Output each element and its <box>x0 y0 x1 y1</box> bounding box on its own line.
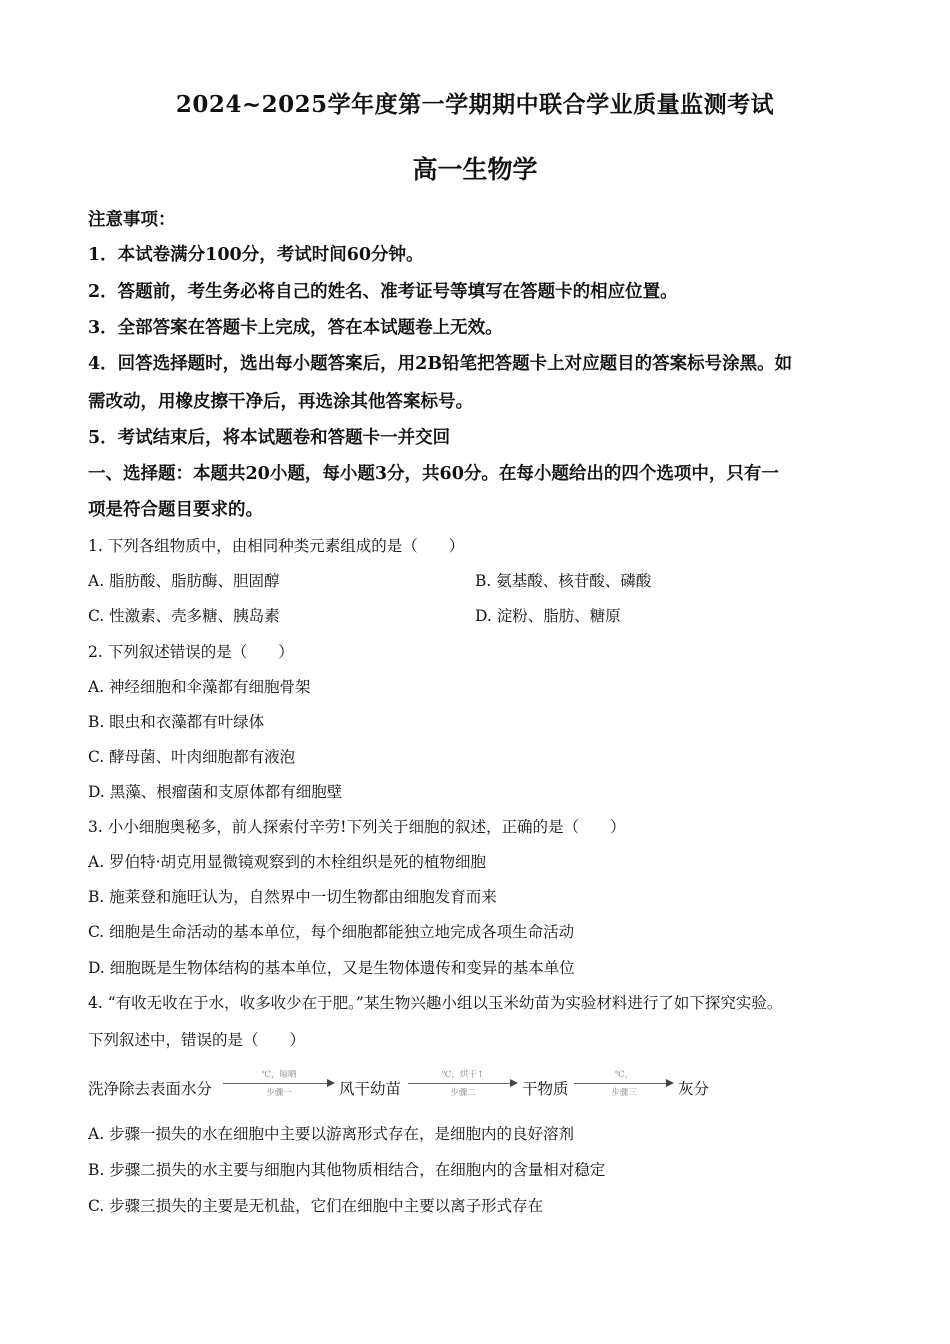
question-3-option-d: D. 细胞既是生物体结构的基本单位，又是生物体遗传和变异的基本单位 <box>88 959 575 977</box>
flow-arrow-2 <box>408 1070 518 1100</box>
notice-item: 4．回答选择题时，选出每小题答案后，用2B铅笔把答题卡上对应题目的答案标号涂黑。如 <box>88 354 793 374</box>
flow-arrow-3 <box>574 1070 674 1100</box>
question-1-option-d: D. 淀粉、脂肪、糖原 <box>475 607 621 625</box>
flow-step-washed: 洗净除去表面水分 <box>88 1080 213 1098</box>
notice-heading: 注意事项： <box>88 210 176 230</box>
flow-arrow-1 <box>223 1070 335 1100</box>
flow-step-dry-matter: 干物质 <box>522 1080 569 1098</box>
question-3-option-c: C. 细胞是生命活动的基本单位，每个细胞都能独立地完成各项生命活动 <box>88 923 575 941</box>
question-4-stem-cont: 下列叙述中，错误的是（ ） <box>88 1031 306 1049</box>
question-2-stem: 2. 下列叙述错误的是（ ） <box>88 643 294 661</box>
question-2-option-d: D. 黑藻、根瘤菌和支原体都有细胞壁 <box>88 783 343 801</box>
question-4-option-b: B. 步骤二损失的水主要与细胞内其他物质相结合，在细胞内的含量相对稳定 <box>88 1161 606 1179</box>
question-1-stem: 1. 下列各组物质中，由相同种类元素组成的是（ ） <box>88 537 465 555</box>
question-4-option-a: A. 步骤一损失的水在细胞中主要以游离形式存在，是细胞内的良好溶剂 <box>88 1125 575 1143</box>
arrow-2-condition: ℃，烘干↑ <box>441 1070 485 1080</box>
flow-step-air-dried: 风干幼苗 <box>339 1080 402 1098</box>
arrow-3-condition: ℃， <box>614 1070 633 1080</box>
flow-step-ash: 灰分 <box>678 1080 710 1098</box>
arrow-2-label: 步骤二 <box>450 1088 476 1098</box>
arrow-1-condition: ℃，晾晒 <box>261 1070 297 1080</box>
notice-item: 2．答题前，考生务必将自己的姓名、准考证号等填写在答题卡的相应位置。 <box>88 282 678 302</box>
question-2-option-c: C. 酵母菌、叶肉细胞都有液泡 <box>88 748 296 766</box>
arrow-1-label: 步骤一 <box>266 1088 292 1098</box>
notice-item: 3．全部答案在答题卡上完成，答在本试题卷上无效。 <box>88 318 503 338</box>
question-3-option-b: B. 施莱登和施旺认为，自然界中一切生物都由细胞发育而来 <box>88 888 497 906</box>
notice-item: 5．考试结束后，将本试题卷和答题卡一并交回 <box>88 428 451 448</box>
experiment-flow-diagram <box>88 1068 888 1104</box>
question-4-option-c: C. 步骤三损失的主要是无机盐，它们在细胞中主要以离子形式存在 <box>88 1197 544 1215</box>
exam-title: 2024~2025学年度第一学期期中联合学业质量监测考试 <box>175 91 775 118</box>
subject-title: 高一生物学 <box>412 155 538 184</box>
question-1-option-c: C. 性激素、壳多糖、胰岛素 <box>88 607 280 625</box>
question-3-stem: 3. 小小细胞奥秘多，前人探索付辛劳!下列关于细胞的叙述，正确的是（ ） <box>88 818 626 836</box>
question-4-stem: 4. “有收无收在于水，收多收少在于肥。”某生物兴趣小组以玉米幼苗为实验材料进行了如下探究实验。 <box>88 994 783 1012</box>
question-1-option-a: A. 脂肪酸、脂肪酶、胆固醇 <box>88 572 280 590</box>
question-2-option-a: A. 神经细胞和伞藻都有细胞骨架 <box>88 678 311 696</box>
question-1-option-b: B. 氨基酸、核苷酸、磷酸 <box>475 572 652 590</box>
arrow-3-label: 步骤三 <box>611 1088 637 1098</box>
question-3-option-a: A. 罗伯特·胡克用显微镜观察到的木栓组织是死的植物细胞 <box>88 853 486 871</box>
notice-item: 需改动，用橡皮擦干净后，再选涂其他答案标号。 <box>88 392 473 412</box>
section-heading: 一、选择题：本题共20小题，每小题3分，共60分。在每小题给出的四个选项中，只有一 <box>88 464 779 484</box>
section-heading-cont: 项是符合题目要求的。 <box>88 500 263 520</box>
question-2-option-b: B. 眼虫和衣藻都有叶绿体 <box>88 713 265 731</box>
notice-item: 1．本试卷满分100分，考试时间60分钟。 <box>88 245 424 265</box>
